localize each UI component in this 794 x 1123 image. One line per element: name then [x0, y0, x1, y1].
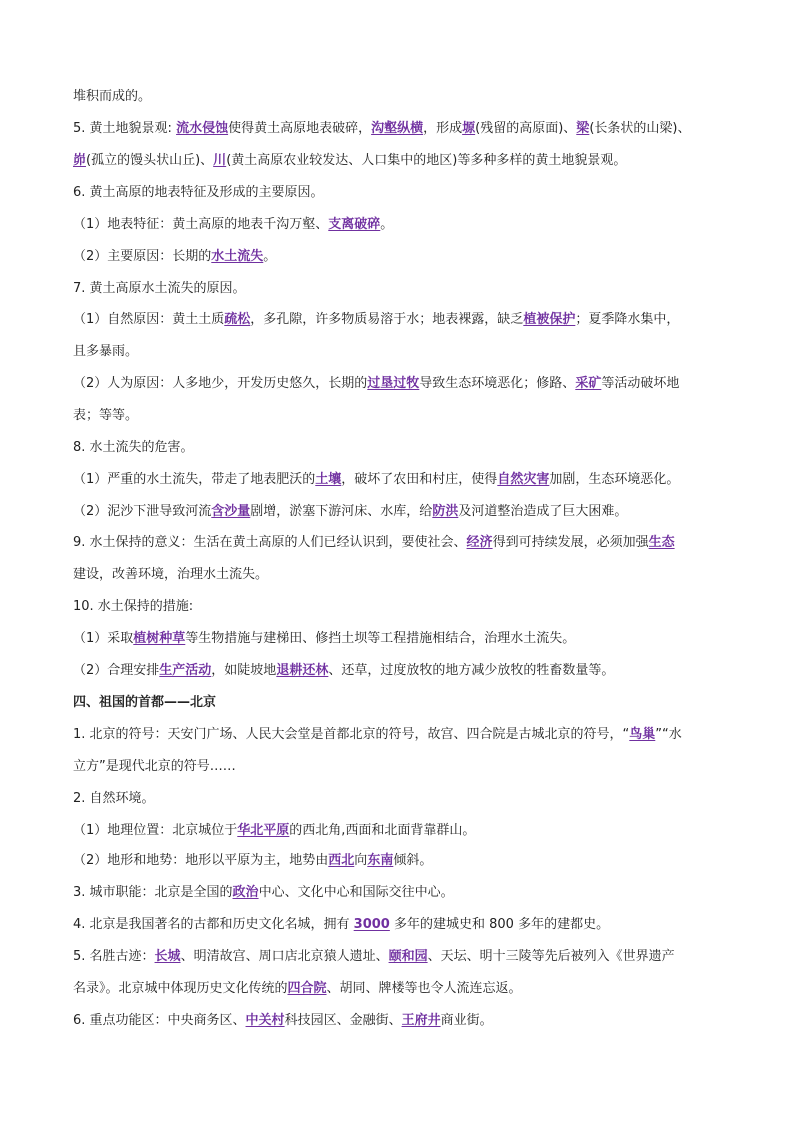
- key-term: 西北: [328, 853, 355, 868]
- key-term: 峁: [73, 153, 87, 168]
- text-segment: 。: [380, 217, 394, 232]
- key-term: 采矿: [575, 376, 602, 391]
- text-line: [73, 406, 138, 426]
- text-segment: ，如陡坡地: [211, 663, 277, 678]
- text-segment: 6. 黄土高原的地表特征及形成的主要原因。: [73, 185, 324, 200]
- key-term: 植树种草: [133, 631, 186, 646]
- text-segment: 科技园区、金融街、: [284, 1013, 402, 1028]
- text-line: [73, 661, 614, 681]
- text-segment: 商业街。: [440, 1013, 493, 1028]
- text-line: [73, 470, 679, 490]
- text-line: [73, 947, 675, 967]
- key-term: 华北平原: [237, 823, 290, 838]
- text-segment: （2）合理安排: [73, 663, 160, 678]
- text-segment: (长条状的山梁)、: [589, 121, 691, 136]
- text-line: [73, 1011, 493, 1031]
- text-line: [73, 247, 276, 267]
- text-segment: 多年的建城史和 800 多年的建都史。: [389, 917, 610, 932]
- text-segment: 8. 水土流失的危害。: [73, 440, 194, 455]
- key-term: 梁: [576, 121, 590, 136]
- text-segment: 9. 水土保持的意义：生活在黄土高原的人们已经认识到，要使社会、: [73, 535, 467, 550]
- text-line: [73, 565, 268, 585]
- text-segment: 等生物措施与建梯田、修挡土坝等工程措施相结合，治理水土流失。: [185, 631, 576, 646]
- text-segment: ，多孔隙，许多物质易溶于水；地表裸露，缺乏: [250, 312, 524, 327]
- text-segment: （2）主要原因：长期的: [73, 249, 212, 264]
- text-segment: （1）地表特征：黄土高原的地表千沟万壑、: [73, 217, 329, 232]
- text-segment: ，形成: [423, 121, 463, 136]
- text-segment: （2）泥沙下泄导致河流: [73, 504, 212, 519]
- key-term: 过垦过牧: [367, 376, 420, 391]
- text-segment: 1. 北京的符号：天安门广场、人民大会堂是首都北京的符号，故宫、四合院是古城北京的符号，“: [73, 727, 630, 742]
- text-line: [73, 310, 679, 330]
- key-term: 土壤: [315, 472, 342, 487]
- key-term: 川: [213, 153, 227, 168]
- text-segment: 5. 黄土地貌景观:: [73, 121, 177, 136]
- text-segment: （1）严重的水土流失，带走了地表肥沃的: [73, 472, 316, 487]
- text-line: [73, 342, 138, 362]
- text-segment: （1）自然原因：黄土土质: [73, 312, 225, 327]
- text-line: [73, 757, 236, 777]
- text-segment: 3. 城市职能：北京是全国的: [73, 885, 233, 900]
- text-segment: （1）采取: [73, 631, 134, 646]
- text-segment: 4. 北京是我国著名的古都和历史文化名城，拥有: [73, 917, 354, 932]
- text-segment: 、胡同、牌楼等也令人流连忘返。: [326, 981, 522, 996]
- key-term: 水土流失: [211, 249, 264, 264]
- text-segment: 等活动破坏地: [601, 376, 680, 391]
- text-line: [73, 725, 682, 745]
- text-line: [73, 883, 454, 903]
- key-term: 植被保护: [523, 312, 576, 327]
- text-segment: 的西北角,西面和北面背靠群山。: [289, 823, 476, 838]
- key-term: 王府井: [401, 1013, 441, 1028]
- text-segment: 及河道整治造成了巨大困难。: [458, 504, 628, 519]
- text-segment: ；夏季降水集中，: [575, 312, 680, 327]
- key-term: 含沙量: [211, 504, 251, 519]
- key-term: 塬: [462, 121, 476, 136]
- text-segment: 倾斜。: [393, 853, 433, 868]
- text-segment: 、还草，过度放牧的地方减少放牧的牲畜数量等。: [328, 663, 615, 678]
- text-line: [73, 215, 393, 235]
- key-term: 防洪: [432, 504, 459, 519]
- text-line: [73, 629, 575, 649]
- text-line: [73, 789, 155, 809]
- text-segment: 立方”是现代北京的符号……: [73, 759, 236, 774]
- text-line: [73, 597, 193, 617]
- text-segment: （2）地形和地势：地形以平原为主，地势由: [73, 853, 329, 868]
- text-segment: 且多暴雨。: [73, 344, 139, 359]
- text-segment: 向: [354, 853, 368, 868]
- text-line: [73, 821, 475, 841]
- text-segment: 、天坛、明十三陵等先后被列入《世界遗产: [427, 949, 675, 964]
- text-segment: 2. 自然环境。: [73, 791, 155, 806]
- text-segment: 中心、文化中心和国际交往中心。: [258, 885, 454, 900]
- key-term: 自然灾害: [497, 472, 550, 487]
- text-line: [73, 438, 194, 458]
- text-segment: 建设，改善环境，治理水土流失。: [73, 567, 269, 582]
- text-line: [73, 87, 151, 107]
- text-line: [73, 183, 324, 203]
- text-segment: ，破坏了农田和村庄，使得: [341, 472, 498, 487]
- text-segment: (残留的高原面)、: [475, 121, 577, 136]
- text-segment: 堆积而成的。: [73, 89, 152, 104]
- key-term: 中关村: [245, 1013, 285, 1028]
- key-term: 生态: [648, 535, 675, 550]
- text-segment: (孤立的馒头状山丘)、: [86, 153, 214, 168]
- text-line: [73, 979, 522, 999]
- text-segment: 10. 水土保持的措施:: [73, 599, 194, 614]
- key-term: 生产活动: [159, 663, 212, 678]
- key-term: 鸟巢: [629, 727, 656, 742]
- text-line: [73, 119, 690, 139]
- text-segment: 名录》。北京城中体现历史文化传统的: [73, 981, 288, 996]
- text-segment: 。: [263, 249, 277, 264]
- text-segment: 7. 黄土高原水土流失的原因。: [73, 281, 246, 296]
- key-term: 流水侵蚀: [176, 121, 229, 136]
- key-term: 颐和园: [388, 949, 428, 964]
- text-segment: 5. 名胜古迹：: [73, 949, 155, 964]
- text-segment: （1）地理位置：北京城位于: [73, 823, 238, 838]
- section-heading: 四、祖国的首都——北京: [73, 695, 217, 710]
- text-segment: 加剧，生态环境恶化。: [549, 472, 680, 487]
- text-segment: 6. 重点功能区：中央商务区、: [73, 1013, 246, 1028]
- key-term: 东南: [367, 853, 394, 868]
- key-term: 四合院: [287, 981, 327, 996]
- key-term: 沟壑纵横: [371, 121, 424, 136]
- key-term: 政治: [232, 885, 259, 900]
- key-term: 长城: [154, 949, 181, 964]
- text-segment: 、明清故宫、周口店北京猿人遗址、: [180, 949, 389, 964]
- text-line: [73, 279, 246, 299]
- text-line: [73, 502, 627, 522]
- text-segment: 剧增，淤塞下游河床、水库，给: [250, 504, 433, 519]
- text-line: [73, 851, 432, 871]
- text-segment: 表；等等。: [73, 408, 139, 423]
- key-term: 3000: [353, 917, 390, 932]
- text-line: [73, 533, 675, 553]
- key-term: 支离破碎: [328, 217, 381, 232]
- key-term: 经济: [466, 535, 493, 550]
- text-line: [73, 915, 609, 935]
- text-segment: 导致生态环境恶化；修路、: [419, 376, 576, 391]
- text-segment: (黄土高原农业较发达、人口集中的地区)等多种多样的黄土地貌景观。: [226, 153, 627, 168]
- text-segment: 使得黄土高原地表破碎，: [228, 121, 372, 136]
- key-term: 疏松: [224, 312, 251, 327]
- text-line: [73, 374, 679, 394]
- text-segment: （2）人为原因：人多地少，开发历史悠久，长期的: [73, 376, 368, 391]
- text-line: [73, 693, 216, 713]
- key-term: 退耕还林: [276, 663, 329, 678]
- text-segment: 得到可持续发展，必须加强: [492, 535, 649, 550]
- text-line: [73, 151, 626, 171]
- text-segment: ”“水: [655, 727, 682, 742]
